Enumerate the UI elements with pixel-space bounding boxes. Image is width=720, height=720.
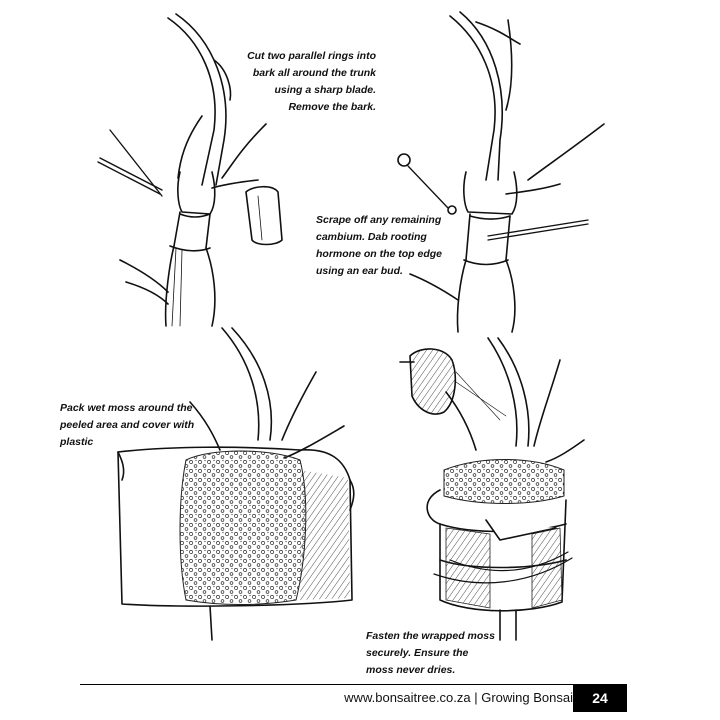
step1-caption: Cut two parallel rings into bark all around the trunk using a sharp blade. Remove the bark. [247, 50, 376, 113]
step4-drawing [400, 338, 584, 640]
footer-divider [80, 684, 626, 685]
footer-source: www.bonsaitree.co.za | Growing Bonsai [344, 690, 573, 705]
step2-drawing [398, 12, 604, 332]
step3-caption: Pack wet moss around the peeled area and cover with plastic [60, 402, 195, 448]
page-number: 24 [573, 684, 627, 712]
step3-drawing [118, 328, 354, 640]
step2-caption: Scrape off any remaining cambium. Dab rooting hormone on the top edge using an ear bud. [316, 214, 442, 277]
step4-caption: Fasten the wrapped moss securely. Ensure the moss never dries. [366, 630, 495, 676]
